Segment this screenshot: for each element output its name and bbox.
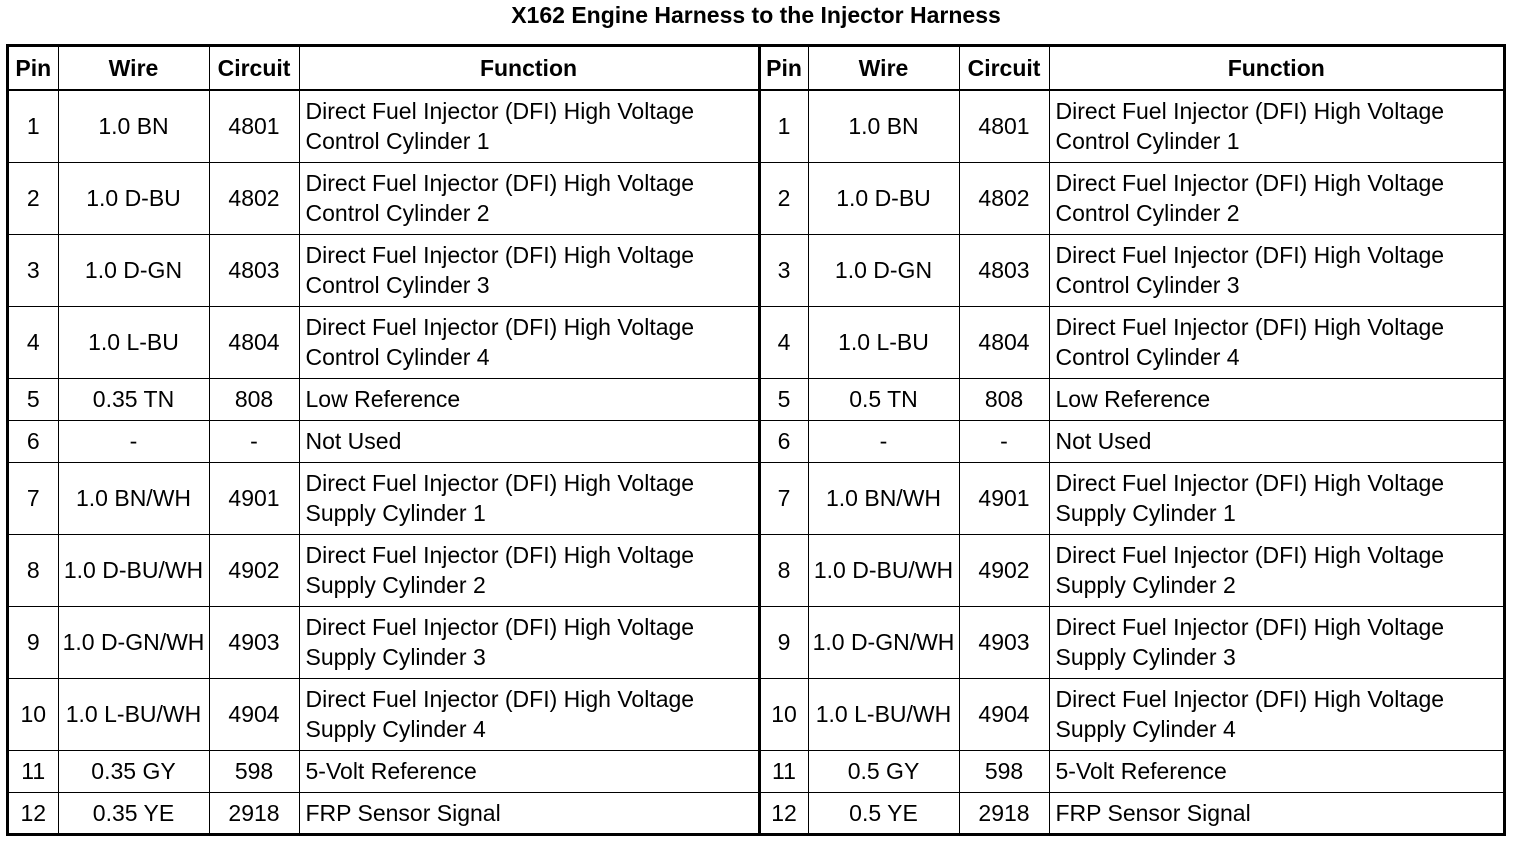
table-title: X162 Engine Harness to the Injector Harness xyxy=(511,2,1001,28)
right-function-cell: Not Used xyxy=(1049,420,1503,462)
left-pin-cell: 11 xyxy=(9,750,58,792)
left-wire-cell: 0.35 YE xyxy=(58,792,209,834)
right-wire-cell: - xyxy=(808,420,959,462)
left-wire-cell: 0.35 TN xyxy=(58,378,209,420)
left-function-cell: Direct Fuel Injector (DFI) High Voltage Control Cylinder 2 xyxy=(299,162,759,234)
left-function-cell: Low Reference xyxy=(299,378,759,420)
right-wire-cell: 1.0 L-BU/WH xyxy=(808,678,959,750)
left-wire-cell: 0.35 GY xyxy=(58,750,209,792)
left-pin-cell: 8 xyxy=(9,534,58,606)
left-pin-cell: 6 xyxy=(9,420,58,462)
header-pin: Pin xyxy=(9,47,58,90)
left-pin-cell: 10 xyxy=(9,678,58,750)
right-circuit-cell: 4904 xyxy=(959,678,1049,750)
right-wire-cell: 1.0 D-GN xyxy=(808,234,959,306)
left-wire-cell: 1.0 D-GN/WH xyxy=(58,606,209,678)
table-row xyxy=(9,678,1503,750)
left-circuit-cell: 2918 xyxy=(209,792,299,834)
right-circuit-cell: 598 xyxy=(959,750,1049,792)
left-pin-cell: 7 xyxy=(9,462,58,534)
right-circuit-cell: 4801 xyxy=(959,90,1049,162)
right-function-cell: Direct Fuel Injector (DFI) High Voltage Supply Cylinder 2 xyxy=(1049,534,1503,606)
left-pin-cell: 1 xyxy=(9,90,58,162)
right-pin-cell: 12 xyxy=(759,792,808,834)
right-pin-cell: 1 xyxy=(759,90,808,162)
right-wire-cell: 1.0 D-BU/WH xyxy=(808,534,959,606)
right-circuit-cell: 4803 xyxy=(959,234,1049,306)
header-wire: Wire xyxy=(808,47,959,90)
left-wire-cell: 1.0 BN xyxy=(58,90,209,162)
header-function: Function xyxy=(299,47,759,90)
left-function-cell: FRP Sensor Signal xyxy=(299,792,759,834)
right-pin-cell: 5 xyxy=(759,378,808,420)
left-function-cell: Direct Fuel Injector (DFI) High Voltage Supply Cylinder 3 xyxy=(299,606,759,678)
right-pin-cell: 4 xyxy=(759,306,808,378)
right-function-cell: Direct Fuel Injector (DFI) High Voltage Control Cylinder 1 xyxy=(1049,90,1503,162)
right-wire-cell: 0.5 YE xyxy=(808,792,959,834)
right-pin-cell: 2 xyxy=(759,162,808,234)
left-circuit-cell: 598 xyxy=(209,750,299,792)
table-row xyxy=(9,534,1503,606)
left-pin-cell: 3 xyxy=(9,234,58,306)
left-circuit-cell: 4903 xyxy=(209,606,299,678)
right-circuit-cell: - xyxy=(959,420,1049,462)
right-function-cell: Direct Fuel Injector (DFI) High Voltage Control Cylinder 3 xyxy=(1049,234,1503,306)
left-pin-cell: 5 xyxy=(9,378,58,420)
right-function-cell: FRP Sensor Signal xyxy=(1049,792,1503,834)
left-circuit-cell: 4803 xyxy=(209,234,299,306)
table-row xyxy=(9,606,1503,678)
right-circuit-cell: 2918 xyxy=(959,792,1049,834)
right-circuit-cell: 4903 xyxy=(959,606,1049,678)
left-function-cell: Direct Fuel Injector (DFI) High Voltage Supply Cylinder 2 xyxy=(299,534,759,606)
header-wire: Wire xyxy=(58,47,209,90)
table-row xyxy=(9,306,1503,378)
left-circuit-cell: 4902 xyxy=(209,534,299,606)
right-circuit-cell: 4802 xyxy=(959,162,1049,234)
right-pin-cell: 7 xyxy=(759,462,808,534)
right-wire-cell: 1.0 D-GN/WH xyxy=(808,606,959,678)
left-wire-cell: 1.0 L-BU/WH xyxy=(58,678,209,750)
right-function-cell: 5-Volt Reference xyxy=(1049,750,1503,792)
left-circuit-cell: 4802 xyxy=(209,162,299,234)
right-wire-cell: 1.0 BN/WH xyxy=(808,462,959,534)
left-circuit-cell: 4804 xyxy=(209,306,299,378)
table-row xyxy=(9,162,1503,234)
left-wire-cell: 1.0 BN/WH xyxy=(58,462,209,534)
left-wire-cell: 1.0 D-BU/WH xyxy=(58,534,209,606)
left-circuit-cell: 4904 xyxy=(209,678,299,750)
left-circuit-cell: 808 xyxy=(209,378,299,420)
right-pin-cell: 6 xyxy=(759,420,808,462)
header-circuit: Circuit xyxy=(959,47,1049,90)
right-pin-cell: 3 xyxy=(759,234,808,306)
left-circuit-cell: 4801 xyxy=(209,90,299,162)
left-pin-cell: 12 xyxy=(9,792,58,834)
left-wire-cell: 1.0 D-BU xyxy=(58,162,209,234)
right-wire-cell: 1.0 D-BU xyxy=(808,162,959,234)
header-circuit: Circuit xyxy=(209,47,299,90)
left-function-cell: Direct Fuel Injector (DFI) High Voltage Control Cylinder 1 xyxy=(299,90,759,162)
left-function-cell: Direct Fuel Injector (DFI) High Voltage Supply Cylinder 1 xyxy=(299,462,759,534)
left-wire-cell: 1.0 D-GN xyxy=(58,234,209,306)
right-wire-cell: 0.5 TN xyxy=(808,378,959,420)
table-row xyxy=(9,750,1503,792)
left-function-cell: 5-Volt Reference xyxy=(299,750,759,792)
header-row xyxy=(9,47,1503,90)
right-pin-cell: 9 xyxy=(759,606,808,678)
left-wire-cell: - xyxy=(58,420,209,462)
right-function-cell: Direct Fuel Injector (DFI) High Voltage Control Cylinder 2 xyxy=(1049,162,1503,234)
right-function-cell: Direct Fuel Injector (DFI) High Voltage Supply Cylinder 4 xyxy=(1049,678,1503,750)
left-circuit-cell: - xyxy=(209,420,299,462)
right-circuit-cell: 808 xyxy=(959,378,1049,420)
left-function-cell: Direct Fuel Injector (DFI) High Voltage Supply Cylinder 4 xyxy=(299,678,759,750)
left-function-cell: Not Used xyxy=(299,420,759,462)
right-pin-cell: 8 xyxy=(759,534,808,606)
left-function-cell: Direct Fuel Injector (DFI) High Voltage Control Cylinder 4 xyxy=(299,306,759,378)
right-function-cell: Low Reference xyxy=(1049,378,1503,420)
right-wire-cell: 1.0 L-BU xyxy=(808,306,959,378)
right-pin-cell: 10 xyxy=(759,678,808,750)
table-row xyxy=(9,420,1503,462)
right-wire-cell: 1.0 BN xyxy=(808,90,959,162)
left-pin-cell: 9 xyxy=(9,606,58,678)
table-row xyxy=(9,462,1503,534)
header-function: Function xyxy=(1049,47,1503,90)
right-circuit-cell: 4901 xyxy=(959,462,1049,534)
right-function-cell: Direct Fuel Injector (DFI) High Voltage Control Cylinder 4 xyxy=(1049,306,1503,378)
header-pin: Pin xyxy=(759,47,808,90)
harness-table-frame xyxy=(6,44,1506,836)
right-wire-cell: 0.5 GY xyxy=(808,750,959,792)
right-pin-cell: 11 xyxy=(759,750,808,792)
left-pin-cell: 2 xyxy=(9,162,58,234)
left-circuit-cell: 4901 xyxy=(209,462,299,534)
left-function-cell: Direct Fuel Injector (DFI) High Voltage Control Cylinder 3 xyxy=(299,234,759,306)
harness-table xyxy=(9,47,1503,834)
table-row xyxy=(9,90,1503,162)
table-row xyxy=(9,378,1503,420)
right-circuit-cell: 4804 xyxy=(959,306,1049,378)
left-pin-cell: 4 xyxy=(9,306,58,378)
right-circuit-cell: 4902 xyxy=(959,534,1049,606)
table-row xyxy=(9,792,1503,834)
right-function-cell: Direct Fuel Injector (DFI) High Voltage Supply Cylinder 1 xyxy=(1049,462,1503,534)
table-row xyxy=(9,234,1503,306)
right-function-cell: Direct Fuel Injector (DFI) High Voltage Supply Cylinder 3 xyxy=(1049,606,1503,678)
left-wire-cell: 1.0 L-BU xyxy=(58,306,209,378)
